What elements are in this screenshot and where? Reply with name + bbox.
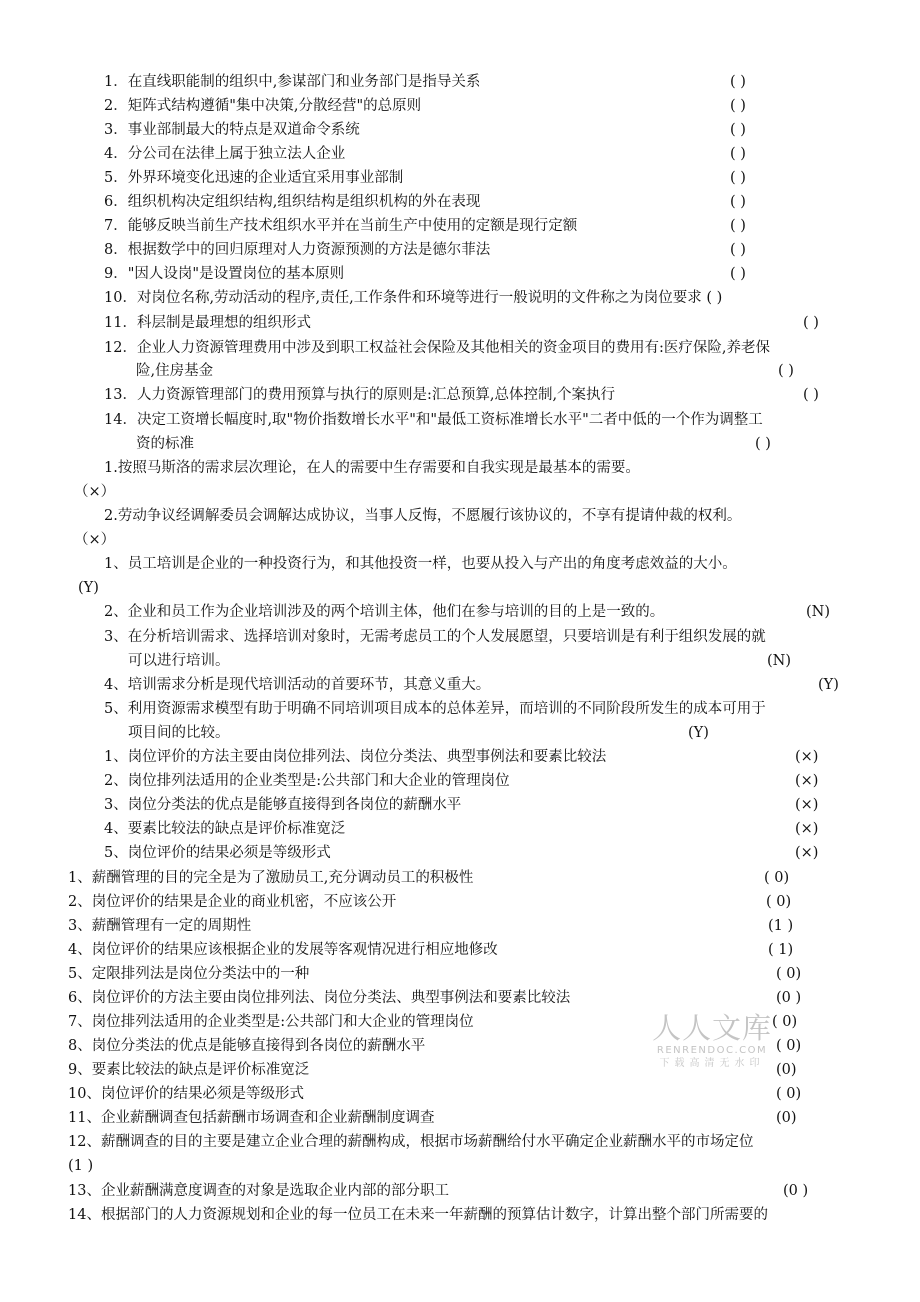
question-text: 13．人力资源管理部门的费用预算与执行的原则是:汇总预算,总体控制,个案执行 — [104, 387, 616, 403]
question-text: 13、企业薪酬满意度调查的对象是选取企业内部的部分职工 — [68, 1183, 449, 1199]
answer-mark: (Y) — [688, 725, 709, 741]
answer-blank: ( ) — [730, 122, 746, 138]
question-text: 2．矩阵式结构遵循"集中决策,分散经营"的总原则 — [104, 98, 422, 114]
question-text: 9．"因人设岗"是设置岗位的基本原则 — [104, 266, 345, 282]
question-text: 11、企业薪酬调查包括薪酬市场调查和企业薪酬制度调查 — [68, 1110, 435, 1126]
answer-mark: (×) — [795, 821, 819, 837]
question-text: 3．事业部制最大的特点是双道命令系统 — [104, 122, 360, 138]
question-text: 6．组织机构决定组织结构,组织结构是组织机构的外在表现 — [104, 194, 481, 210]
answer-blank: ( ) — [755, 436, 771, 452]
question-text: 14．决定工资增长幅度时,取"物价指数增长水平"和"最低工资标准增长水平"二者中低的一个作为调整工 — [104, 412, 763, 428]
question-text-continued: 资的标准 — [136, 436, 194, 452]
question-text: 3、在分析培训需求、选择培训对象时，无需考虑员工的个人发展愿望，只要培训是有利于组织发展的就 — [104, 629, 766, 645]
answer-blank: ( ) — [730, 170, 746, 186]
question-text: 12．企业人力资源管理费用中涉及到职工权益社会保险及其他相关的资金项目的费用有:医疗保险,养老保 — [104, 340, 770, 356]
watermark-logo — [648, 1012, 776, 1071]
answer-mark: (1 ) — [68, 1158, 94, 1174]
question-text: 1．在直线职能制的组织中,参谋部门和业务部门是指导关系 — [104, 74, 481, 90]
question-text: 1、薪酬管理的目的完全是为了激励员工,充分调动员工的积极性 — [68, 870, 474, 886]
question-text: 2、岗位排列法适用的企业类型是:公共部门和大企业的管理岗位 — [104, 773, 510, 789]
question-text: 4、岗位评价的结果应该根据企业的发展等客观情况进行相应地修改 — [68, 942, 498, 958]
answer-mark: (0) — [776, 1110, 797, 1126]
answer-mark: （×） — [74, 532, 116, 548]
watermark-slogan: 下载高清无水印 — [659, 1058, 765, 1069]
answer-blank: ( ) — [730, 218, 746, 234]
answer-mark: ( 0) — [772, 1014, 798, 1030]
question-text: 1.按照马斯洛的需求层次理论，在人的需要中生存需要和自我实现是最基本的需要。 — [104, 460, 640, 476]
answer-mark: (Y) — [78, 580, 99, 596]
question-text: 3、岗位分类法的优点是能够直接得到各岗位的薪酬水平 — [104, 797, 462, 813]
answer-mark: (×) — [795, 797, 819, 813]
answer-blank: ( ) — [730, 146, 746, 162]
question-text: 5、定限排列法是岗位分类法中的一种 — [68, 966, 310, 982]
answer-mark: (N) — [806, 604, 831, 620]
question-text: 4、要素比较法的缺点是评价标准宽泛 — [104, 821, 346, 837]
answer-mark: ( 0) — [764, 870, 790, 886]
question-text: 2.劳动争议经调解委员会调解达成协议，当事人反悔，不愿履行该协议的，不享有提请仲裁的权利。 — [104, 508, 742, 524]
question-text: 11．科层制是最理想的组织形式 — [104, 315, 311, 331]
answer-mark: (×) — [795, 845, 819, 861]
question-text: 2、岗位评价的结果是企业的商业机密，不应该公开 — [68, 894, 397, 910]
question-text: 8．根据数学中的回归原理对人力资源预测的方法是德尔菲法 — [104, 242, 491, 258]
answer-mark: ( 0) — [766, 894, 792, 910]
answer-blank: ( ) — [730, 242, 746, 258]
answer-mark: ( 0) — [776, 1038, 802, 1054]
answer-mark: (×) — [795, 773, 819, 789]
answer-mark: ( 1) — [768, 942, 794, 958]
question-text-continued: 项目间的比较。 — [128, 725, 230, 741]
question-text: 14、根据部门的人力资源规划和企业的每一位员工在未来一年薪酬的预算估计数字，计算出整个部门所需要的 — [68, 1207, 768, 1223]
question-text: 12、薪酬调查的目的主要是建立企业合理的薪酬构成，根据市场薪酬给付水平确定企业薪酬水平的市场定位 — [68, 1134, 754, 1150]
answer-mark: (Y) — [818, 677, 839, 693]
answer-mark: （×） — [74, 484, 116, 500]
answer-blank: ( ) — [730, 98, 746, 114]
answer-mark: (0 ) — [783, 1183, 809, 1199]
question-text: 1、岗位评价的方法主要由岗位排列法、岗位分类法、典型事例法和要素比较法 — [104, 749, 607, 765]
answer-blank: ( ) — [778, 363, 794, 379]
answer-mark: (0) — [776, 1062, 797, 1078]
answer-blank: ( ) — [730, 194, 746, 210]
question-text: 2、企业和员工作为企业培训涉及的两个培训主体，他们在参与培训的目的上是一致的。 — [104, 604, 665, 620]
answer-blank: ( ) — [803, 315, 819, 331]
question-text: 5、岗位评价的结果必须是等级形式 — [104, 845, 331, 861]
question-text: 3、薪酬管理有一定的周期性 — [68, 918, 252, 934]
question-text-continued: 可以进行培训。 — [128, 653, 230, 669]
question-text-continued: 险,住房基金 — [136, 363, 214, 379]
question-text: 8、岗位分类法的优点是能够直接得到各岗位的薪酬水平 — [68, 1038, 426, 1054]
answer-mark: ( 0) — [776, 1086, 802, 1102]
question-text: 1、员工培训是企业的一种投资行为，和其他投资一样，也要从投入与产出的角度考虑效益的大小。 — [104, 556, 737, 572]
question-text: 10、岗位评价的结果必须是等级形式 — [68, 1086, 304, 1102]
question-text: 5、利用资源需求模型有助于明确不同培训项目成本的总体差异，而培训的不同阶段所发生的成本可用于 — [104, 701, 766, 717]
question-text: 10．对岗位名称,劳动活动的程序,责任,工作条件和环境等进行一般说明的文件称之为岗位要求 ( ) — [104, 290, 723, 306]
answer-blank: ( ) — [730, 74, 746, 90]
watermark-domain: RENRENDOC.COM — [656, 1045, 768, 1056]
question-text: 4、培训需求分析是现代培训活动的首要环节，其意义重大。 — [104, 677, 491, 693]
answer-blank: ( ) — [730, 266, 746, 282]
question-text: 7、岗位排列法适用的企业类型是:公共部门和大企业的管理岗位 — [68, 1014, 474, 1030]
question-text: 5．外界环境变化迅速的企业适宜采用事业部制 — [104, 170, 404, 186]
question-text: 9、要素比较法的缺点是评价标准宽泛 — [68, 1062, 310, 1078]
answer-mark: (0 ) — [776, 990, 802, 1006]
answer-mark: ( 0) — [776, 966, 802, 982]
question-text: 7．能够反映当前生产技术组织水平并在当前生产中使用的定额是现行定额 — [104, 218, 578, 234]
watermark-title: 人人文库 — [651, 1011, 772, 1045]
question-text: 4．分公司在法律上属于独立法人企业 — [104, 146, 346, 162]
answer-mark: (×) — [795, 749, 819, 765]
question-text: 6、岗位评价的方法主要由岗位排列法、岗位分类法、典型事例法和要素比较法 — [68, 990, 571, 1006]
answer-mark: (1 ) — [768, 918, 794, 934]
answer-mark: (N) — [767, 653, 792, 669]
answer-blank: ( ) — [803, 387, 819, 403]
